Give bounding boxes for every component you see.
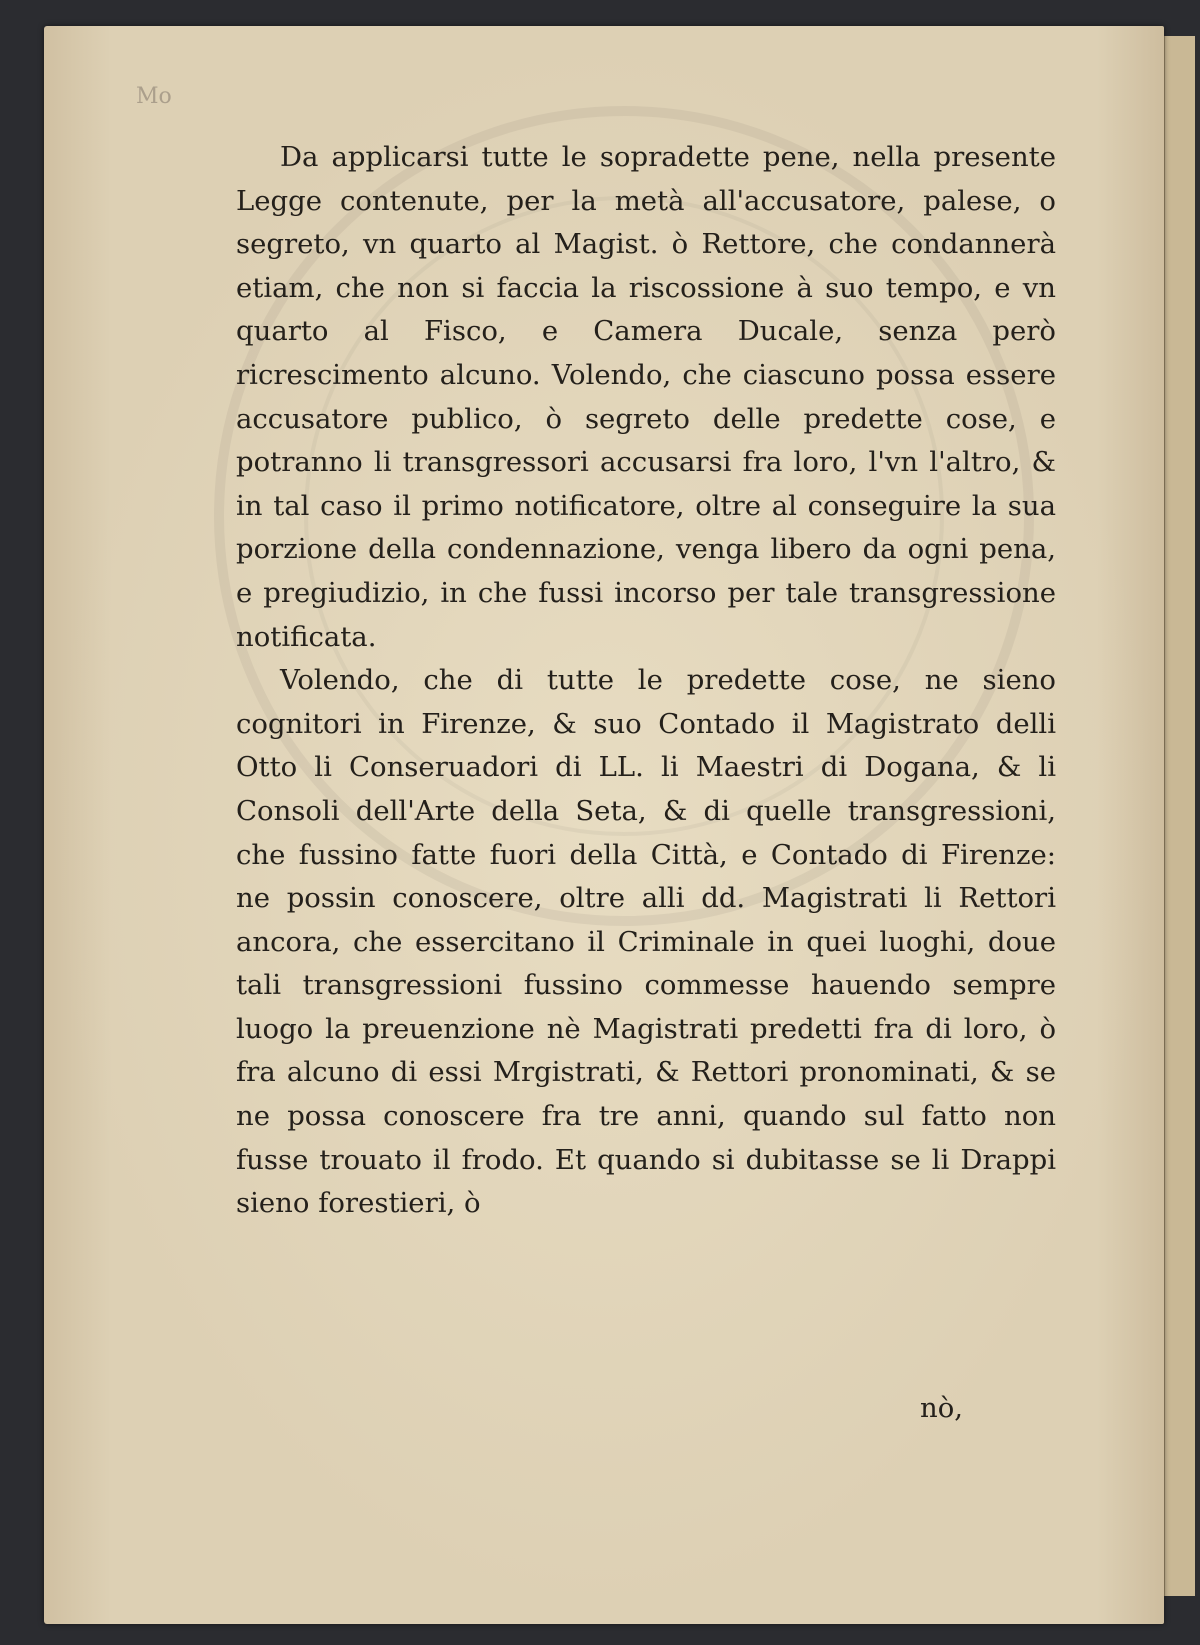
paragraph-2: Volendo, che di tutte le predette cose, ne sieno cognitori in Firenze, & suo Contado il Magistrato delli Otto li Conseruadori di LL. li Maestri di Dogana, & li Consoli dell'Arte della Seta, & di quelle transgressioni, che fussino fatte fuori della Città, e Contado di Firenze: ne possin conoscere, oltre alli dd. Magistrati li Rettori ancora, che essercitano il Criminale in quei luoghi, doue tali transgressioni fussino commesse hauendo sempre luogo la preuenzione nè Magistrati predetti fra di loro, ò fra alcuno di essi Mrgistrati, & Rettori pronominati, & se ne possa conoscere fra tre anni, quando sul fatto non fusse trouato il frodo. Et quando si dubitasse se li Drappi sieno forestieri, ò (236, 664, 1056, 1220)
body-text (236, 136, 1056, 1226)
paragraph-1: Da applicarsi tutte le sopradette pene, nella presente Legge contenute, per la metà all'accusatore, palese, o segreto, vn quarto al Magist. ò Rettore, che condannerà etiam, che non si faccia la riscossione à suo tempo, e vn quarto al Fisco, e Camera Ducale, senza però ricrescimento alcuno. Volendo, che ciascuno possa essere accusatore publico, ò segreto delle predette cose, e potranno li transgressori accusarsi fra loro, l'vn l'altro, & in tal caso il primo notificatore, oltre al conseguire la sua porzione della condennazione, venga libero da ogni pena, e pregiudizio, in che fussi incorso per tale transgressione notificata. (236, 141, 1056, 653)
catchword: nò, (920, 1392, 964, 1424)
corner-handwritten-mark: Mo (136, 84, 172, 109)
adjacent-page-edge (1163, 36, 1195, 1596)
